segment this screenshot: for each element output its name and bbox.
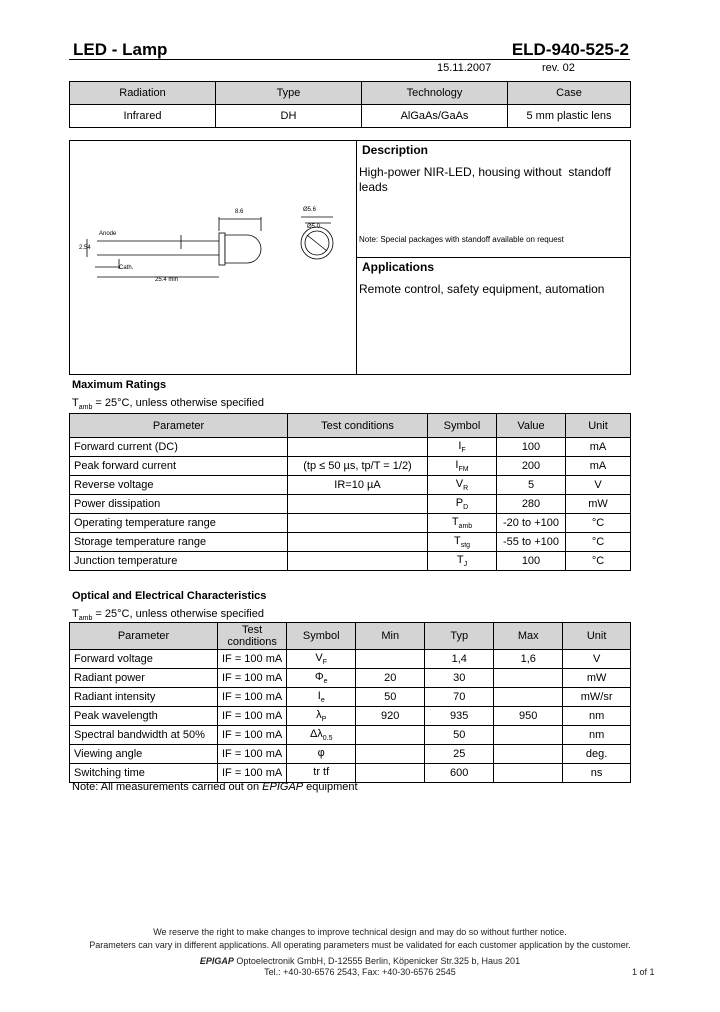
footer-company: EPIGAP <box>199 956 234 966</box>
revision-date: 15.11.2007 <box>437 62 492 74</box>
condition-cell: IF = 100 mA <box>218 764 287 783</box>
table-row <box>70 669 631 688</box>
symbol-subscript: FM <box>458 466 469 474</box>
parameter-cell: Switching time <box>70 764 218 783</box>
footer-disclaimer-1: We reserve the right to make changes to improve technical design and may do so without further notice. <box>153 927 567 937</box>
typ-cell: 935 <box>425 707 494 726</box>
symbol-cell <box>428 533 497 552</box>
max-cell <box>494 669 563 688</box>
unit-cell: mA <box>566 457 631 476</box>
unit-cell: V <box>566 476 631 495</box>
optical-header: Min <box>356 623 425 650</box>
parameter-cell: Radiant power <box>70 669 218 688</box>
summary-header: Case <box>508 82 631 105</box>
optical-header: Typ <box>425 623 494 650</box>
typ-cell: 30 <box>425 669 494 688</box>
symbol-cell <box>428 552 497 571</box>
symbol-cell <box>428 457 497 476</box>
unit-cell: °C <box>566 552 631 571</box>
page-number: 1 of 1 <box>632 967 655 977</box>
symbol-subscript: J <box>463 561 468 569</box>
parameter-cell: Forward current (DC) <box>70 438 288 457</box>
part-number: ELD-940-525-2 <box>511 40 629 59</box>
unit-cell: mW <box>566 495 631 514</box>
symbol: Φ <box>314 670 324 683</box>
value-cell: 5 <box>497 476 566 495</box>
symbol: I <box>455 458 459 471</box>
table-row <box>70 707 631 726</box>
unit-cell: nm <box>563 726 631 745</box>
parameter-cell: Radiant intensity <box>70 688 218 707</box>
label-cathode: Cath. <box>119 265 134 271</box>
symbol-cell <box>428 476 497 495</box>
parameter-cell: Viewing angle <box>70 745 218 764</box>
optical-condition-text: = 25°C, unless otherwise specified <box>92 608 264 620</box>
symbol-cell <box>287 650 356 669</box>
condition-cell <box>288 438 428 457</box>
typ-cell: 70 <box>425 688 494 707</box>
footer-address-text: Optoelectronik GmbH, D-12555 Berlin, Köpenicker Str.325 b, Haus 201 <box>233 956 521 966</box>
symbol-subscript: stg <box>460 542 471 550</box>
optical-header: Max <box>494 623 563 650</box>
unit-cell: mW <box>563 669 631 688</box>
max-cell <box>494 726 563 745</box>
typ-cell: 1,4 <box>425 650 494 669</box>
value-cell: -55 to +100 <box>497 533 566 552</box>
max-ratings-table <box>69 413 631 571</box>
max-cell: 1,6 <box>494 650 563 669</box>
table-row <box>70 476 631 495</box>
optical-condition-subscript: amb <box>78 615 93 623</box>
table-row <box>70 438 631 457</box>
footer-address <box>0 956 720 966</box>
unit-cell: mW/sr <box>563 688 631 707</box>
condition-cell: IF = 100 mA <box>218 669 287 688</box>
max-ratings-condition <box>72 397 264 411</box>
condition-cell: IF = 100 mA <box>218 650 287 669</box>
summary-header: Technology <box>362 82 508 105</box>
unit-cell: V <box>563 650 631 669</box>
symbol: λ <box>316 708 322 721</box>
symbol-cell <box>287 726 356 745</box>
parameter-cell: Peak forward current <box>70 457 288 476</box>
unit-cell: °C <box>566 533 631 552</box>
optical-header: Unit <box>563 623 631 650</box>
max-ratings-condition-subscript: amb <box>78 404 93 412</box>
summary-header: Radiation <box>70 82 216 105</box>
value-cell: 200 <box>497 457 566 476</box>
revision-number: rev. 02 <box>542 62 575 74</box>
symbol-subscript: amb <box>458 523 473 531</box>
condition-cell: IF = 100 mA <box>218 688 287 707</box>
description-note: Note: Special packages with standoff available on request <box>359 235 564 244</box>
footer-contact: Tel.: +40-30-6576 2543, Fax: +40-30-6576 2545 <box>264 967 456 977</box>
symbol-cell <box>287 669 356 688</box>
led-flange <box>219 233 225 265</box>
parameter-cell: Operating temperature range <box>70 514 288 533</box>
optical-condition-symbol: T <box>72 608 79 620</box>
summary-header: Type <box>216 82 362 105</box>
table-row <box>70 533 631 552</box>
table-row <box>70 552 631 571</box>
max-ratings-header: Value <box>497 414 566 438</box>
unit-cell: nm <box>563 707 631 726</box>
value-cell: -20 to +100 <box>497 514 566 533</box>
description-text: High-power NIR-LED, housing without standoff leads <box>359 165 615 194</box>
summary-value: Infrared <box>70 105 216 128</box>
symbol: φ <box>317 746 325 759</box>
symbol: I <box>317 689 321 702</box>
dim-diameter-inner: Ø5.0 <box>307 224 321 230</box>
table-row <box>70 650 631 669</box>
unit-cell: deg. <box>563 745 631 764</box>
symbol: Δλ <box>309 727 323 740</box>
optical-title: Optical and Electrical Characteristics <box>72 590 267 602</box>
dim-lead-length: 25.4 min <box>155 277 179 283</box>
min-cell <box>356 745 425 764</box>
table-row <box>70 745 631 764</box>
max-cell <box>494 764 563 783</box>
max-ratings-header: Unit <box>566 414 631 438</box>
condition-cell: IF = 100 mA <box>218 726 287 745</box>
symbol-cell <box>428 514 497 533</box>
summary-table <box>69 81 631 128</box>
table-row <box>70 726 631 745</box>
symbol-subscript: R <box>463 485 469 493</box>
max-ratings-title: Maximum Ratings <box>72 379 167 391</box>
table-row <box>70 688 631 707</box>
description-title: Description <box>362 143 429 157</box>
max-ratings-condition-text: = 25°C, unless otherwise specified <box>92 397 264 409</box>
condition-cell: (tp ≤ 50 µs, tp/T = 1/2) <box>288 457 428 476</box>
condition-cell <box>288 514 428 533</box>
parameter-cell: Reverse voltage <box>70 476 288 495</box>
symbol-subscript: e <box>320 697 325 705</box>
max-ratings-header: Parameter <box>70 414 288 438</box>
symbol-subscript: F <box>322 659 328 667</box>
condition-cell: IF = 100 mA <box>218 707 287 726</box>
value-cell: 100 <box>497 438 566 457</box>
unit-cell: ns <box>563 764 631 783</box>
symbol-cell <box>428 495 497 514</box>
symbol: T <box>453 534 461 547</box>
typ-cell: 50 <box>425 726 494 745</box>
typ-cell: 25 <box>425 745 494 764</box>
dim-diameter-outer: Ø5.6 <box>303 207 317 213</box>
symbol-cell <box>428 438 497 457</box>
symbol: P <box>455 496 464 509</box>
max-cell <box>494 688 563 707</box>
measurement-note-suffix: equipment <box>303 781 358 793</box>
min-cell <box>356 650 425 669</box>
parameter-cell: Forward voltage <box>70 650 218 669</box>
condition-cell: IR=10 µA <box>288 476 428 495</box>
min-cell <box>356 726 425 745</box>
min-cell <box>356 764 425 783</box>
symbol-subscript: P <box>321 716 327 724</box>
summary-value: AlGaAs/GaAs <box>362 105 508 128</box>
max-cell <box>494 745 563 764</box>
symbol: T <box>451 515 459 528</box>
optical-header: Parameter <box>70 623 218 650</box>
symbol-subscript: F <box>461 447 466 455</box>
symbol-subscript: D <box>463 504 469 512</box>
summary-value: DH <box>216 105 362 128</box>
dim-length: 8.6 <box>235 209 244 215</box>
optical-condition <box>72 608 264 622</box>
symbol: tr tf <box>313 765 330 778</box>
symbol-cell <box>287 745 356 764</box>
max-ratings-header: Symbol <box>428 414 497 438</box>
optical-header: Test conditions <box>218 623 287 650</box>
symbol: V <box>455 477 464 490</box>
led-body <box>225 235 261 263</box>
min-cell: 920 <box>356 707 425 726</box>
typ-cell: 600 <box>425 764 494 783</box>
value-cell: 280 <box>497 495 566 514</box>
table-row <box>70 457 631 476</box>
condition-cell <box>288 495 428 514</box>
header-divider <box>69 59 630 60</box>
symbol-cell <box>287 707 356 726</box>
value-cell: 100 <box>497 552 566 571</box>
footer-disclaimer-2: Parameters can vary in different applications. All operating parameters must be validated for each customer application by the customer. <box>89 940 631 950</box>
parameter-cell: Spectral bandwidth at 50% <box>70 726 218 745</box>
parameter-cell: Peak wavelength <box>70 707 218 726</box>
applications-title: Applications <box>362 260 435 274</box>
info-box-divider-h <box>357 257 630 258</box>
package-drawing <box>75 195 355 295</box>
measurement-note-company: EPIGAP <box>262 781 304 793</box>
page-title: LED - Lamp <box>73 40 168 59</box>
symbol: T <box>456 553 464 566</box>
condition-cell <box>288 533 428 552</box>
symbol-cell <box>287 764 356 783</box>
label-anode: Anode <box>99 231 117 237</box>
optical-table <box>69 622 631 783</box>
dim-pitch: 2.54 <box>79 245 91 251</box>
summary-value: 5 mm plastic lens <box>508 105 631 128</box>
parameter-cell: Power dissipation <box>70 495 288 514</box>
min-cell: 20 <box>356 669 425 688</box>
unit-cell: °C <box>566 514 631 533</box>
symbol: I <box>458 439 462 452</box>
symbol: V <box>315 651 323 664</box>
max-ratings-condition-symbol: T <box>72 397 79 409</box>
parameter-cell: Junction temperature <box>70 552 288 571</box>
unit-cell: mA <box>566 438 631 457</box>
table-row <box>70 495 631 514</box>
measurement-note-prefix: Note: All measurements carried out on <box>72 781 263 793</box>
applications-text: Remote control, safety equipment, automation <box>359 282 605 296</box>
max-cell: 950 <box>494 707 563 726</box>
max-ratings-header: Test conditions <box>288 414 428 438</box>
parameter-cell: Storage temperature range <box>70 533 288 552</box>
condition-cell <box>288 552 428 571</box>
table-row <box>70 514 631 533</box>
symbol-subscript: 0.5 <box>322 735 333 743</box>
symbol-subscript: e <box>323 678 328 686</box>
optical-header: Symbol <box>287 623 356 650</box>
measurement-note <box>72 781 358 793</box>
symbol-cell <box>287 688 356 707</box>
condition-cell: IF = 100 mA <box>218 745 287 764</box>
min-cell: 50 <box>356 688 425 707</box>
table-row <box>70 764 631 783</box>
